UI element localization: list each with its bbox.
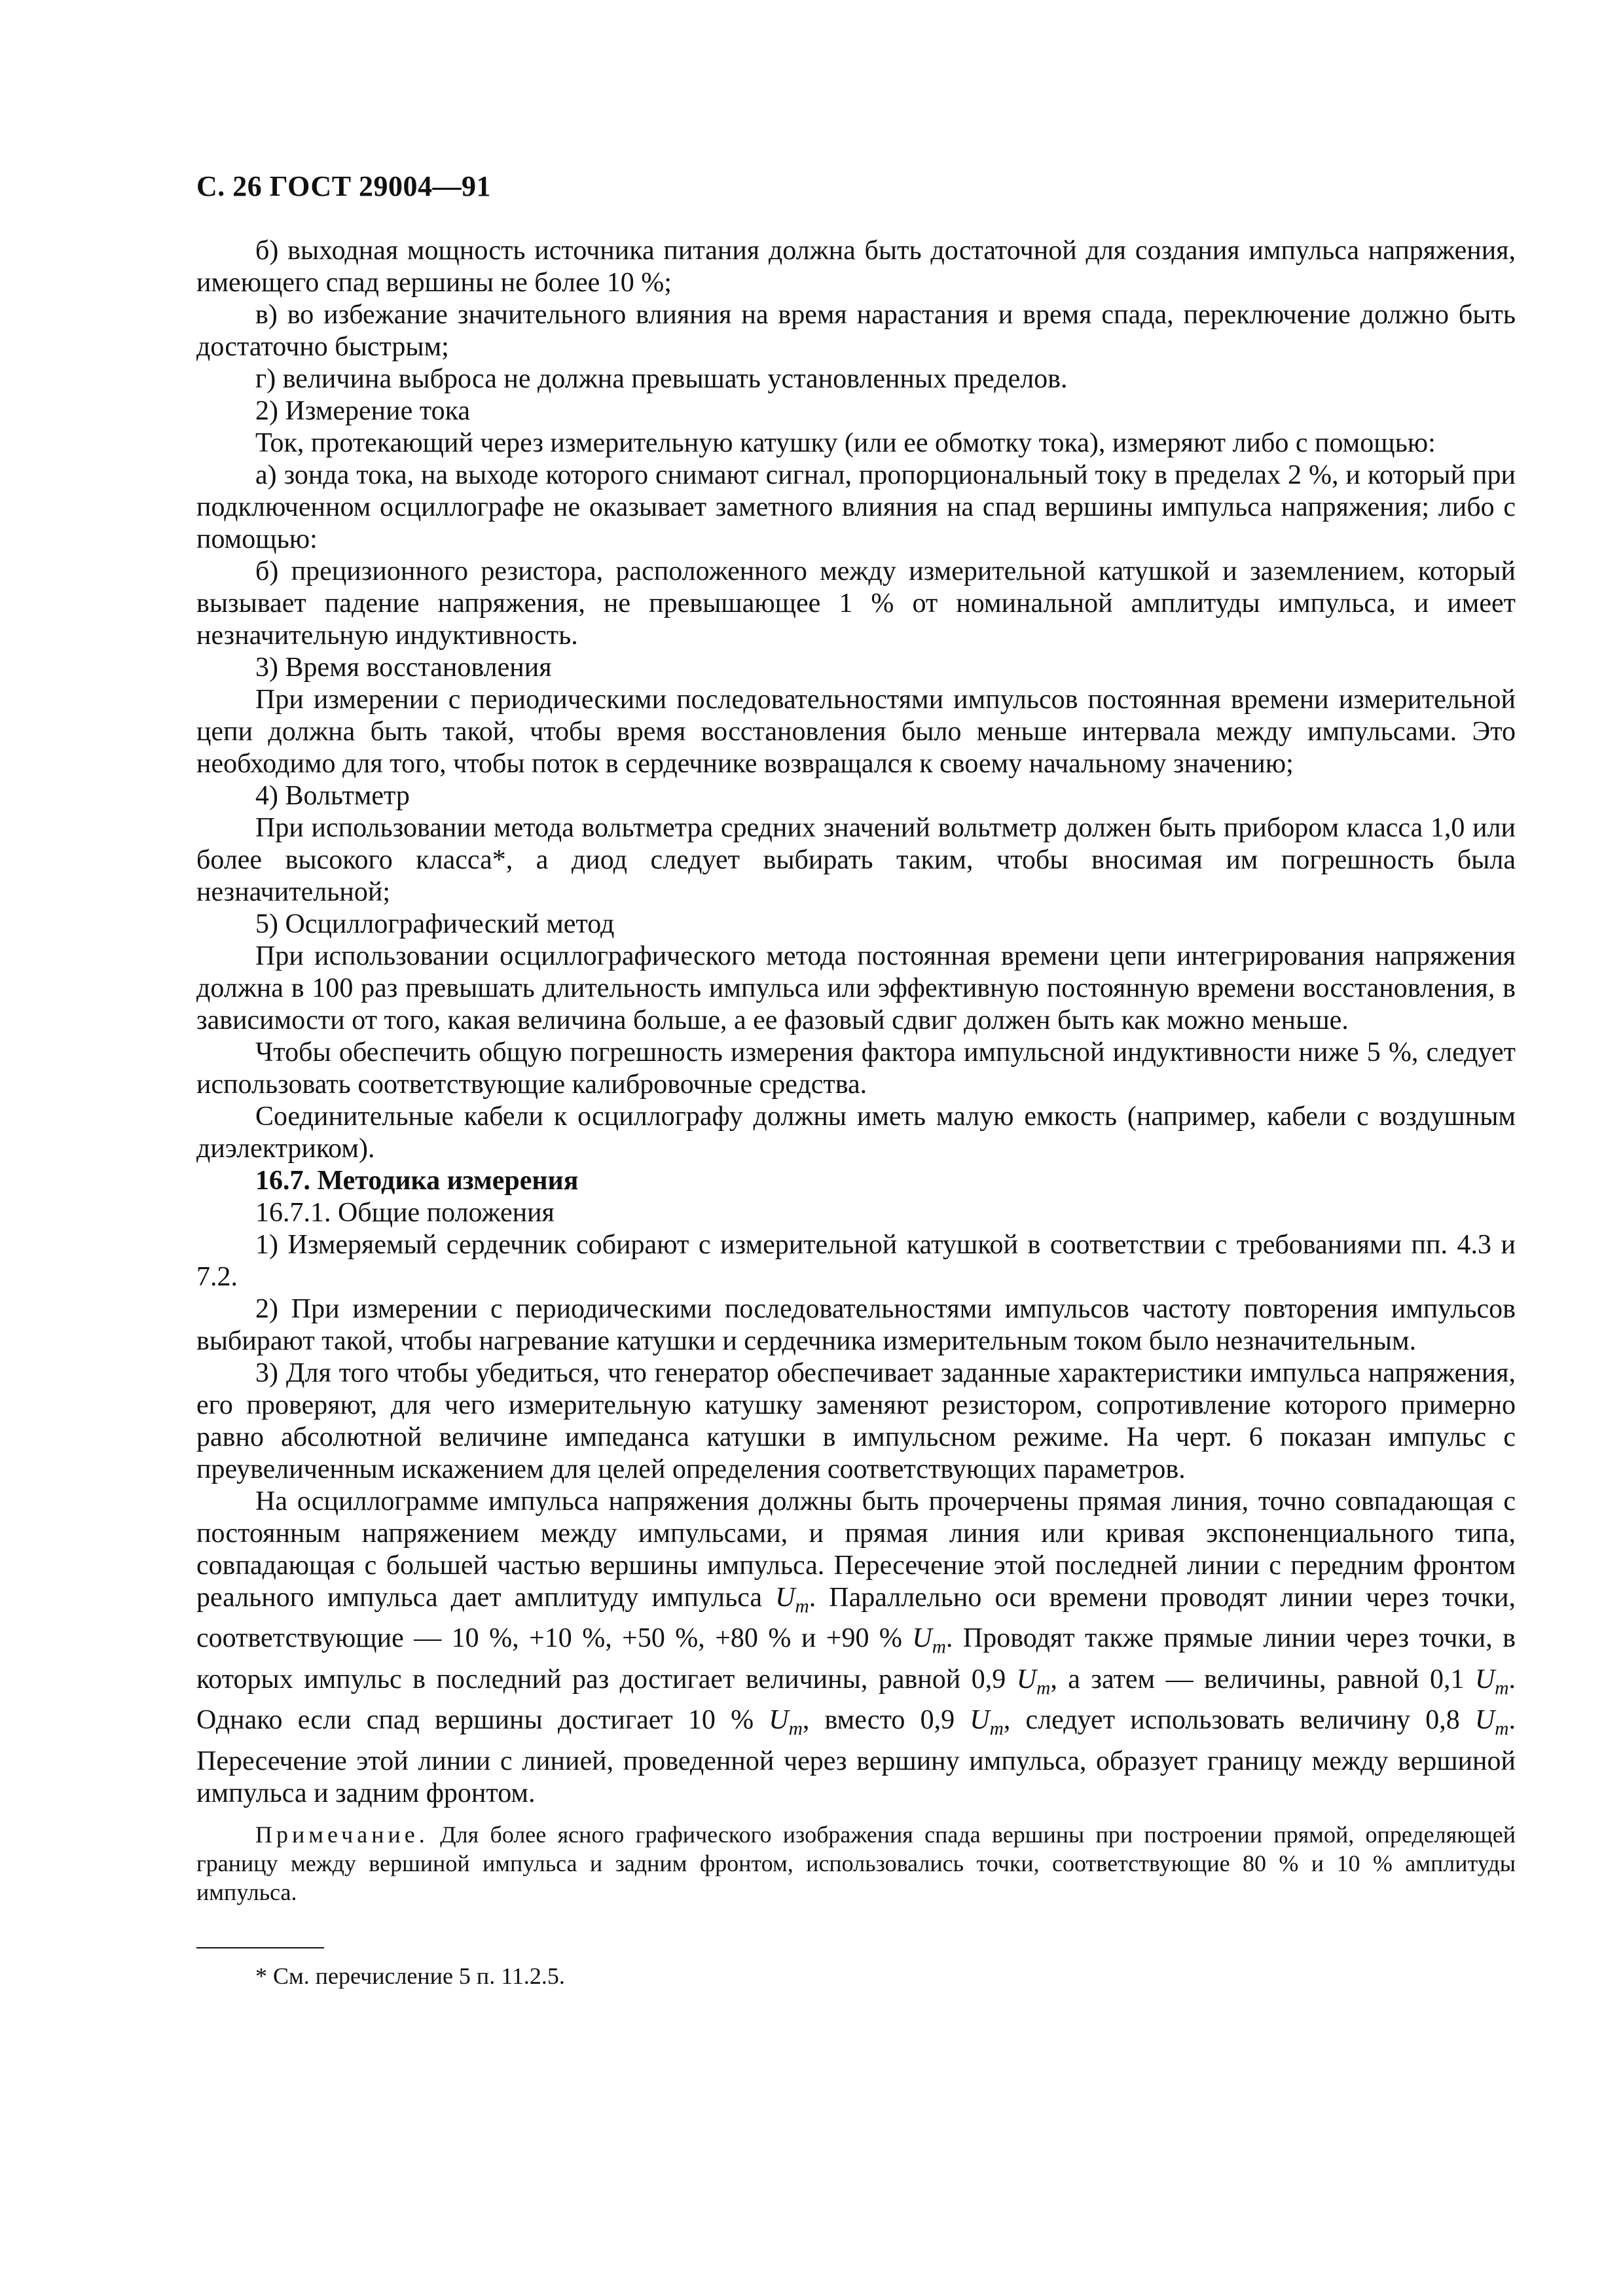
note — [196, 1820, 1516, 1907]
paragraph-pulse-amplitude — [196, 1486, 1516, 1810]
symbol-um: $U_m$ — [775, 1583, 809, 1617]
paragraph: При использовании осциллографического метода постоянная времени цепи интегрирования напряжения должна в 100 раз превышать длительность импульса или эффективную постоянную времени восстановления, в зависимости от того, какая величина больше, а ее фазовый сдвиг должен быть как можно меньше. — [196, 941, 1516, 1035]
paragraph: а) зонда тока, на выходе которого снимают сигнал, пропорциональный току в пределах 2 %, и который при подключенном осциллографе не оказывает заметного влияния на спад вершины импульса напряжения; либо с помощью: — [196, 460, 1516, 554]
subheading: 4) Вольтметр — [255, 781, 410, 811]
symbol-um: $U_m$ — [970, 1705, 1004, 1740]
paragraph: г) величина выброса не должна превышать установленных пределов. — [255, 364, 1068, 394]
footnote-divider — [196, 1947, 324, 1948]
text-run: . Пересечение этой линии с линией, проведенной через вершину импульса, образует границу между вершиной импульса и задним фронтом. — [196, 1705, 1516, 1808]
document-page — [196, 170, 1516, 1990]
subsection-heading: 16.7.1. Общие положения — [255, 1198, 555, 1228]
subheading: 2) Измерение тока — [255, 396, 470, 426]
text-run: , следует использовать величину 0,8 — [1003, 1705, 1475, 1736]
symbol-um: $U_m$ — [912, 1623, 946, 1658]
paragraph: Соединительные кабели к осциллографу должны иметь малую емкость (например, кабели с воздушным диэлектриком). — [196, 1102, 1516, 1164]
note-label: Примечание. — [255, 1821, 429, 1848]
paragraph: 1) Измеряемый сердечник собирают с измерительной катушкой в соответствии с требованиями пп. 4.3 и 7.2. — [196, 1230, 1516, 1292]
text-run: На осциллограмме импульса напряжения должны быть прочерчены прямая линия, точно совпадающая с постоянным напряжением между импульсами, и прямая линия или кривая экспоненциального типа, совпадающая с большей частью вершины импульса. Пересечение этой последней линии с передним фронтом реального импульса дает амплитуду импульса — [196, 1486, 1516, 1613]
symbol-um: $U_m$ — [1474, 1664, 1509, 1699]
paragraph: в) во избежание значительного влияния на время нарастания и время спада, переключение должно быть достаточно быстрым; — [196, 300, 1516, 362]
paragraph: 3) Для того чтобы убедиться, что генератор обеспечивает заданные характеристики импульса напряжения, его проверяют, для чего измерительную катушку заменяют резистором, сопротивление которого примерно равно абсолютной величине импеданса катушки в импульсном режиме. На черт. 6 показан импульс с преувеличенным искажением для целей определения соответствующих параметров. — [196, 1358, 1516, 1484]
footnote: * См. перечисление 5 п. 11.2.5. — [255, 1962, 565, 1989]
subheading: 3) Время восстановления — [255, 653, 552, 683]
symbol-um: $U_m$ — [1016, 1664, 1051, 1699]
symbol-um: $U_m$ — [769, 1705, 803, 1740]
paragraph: Чтобы обеспечить общую погрешность измерения фактора импульсной индуктивности ниже 5 %, следует использовать соответствующие калибровочные средства. — [196, 1037, 1516, 1100]
paragraph: б) выходная мощность источника питания должна быть достаточной для создания импульса напряжения, имеющего спад вершины не более 10 %; — [196, 236, 1516, 298]
text-run: . Однако если спад вершины достигает 10 % — [196, 1664, 1516, 1736]
paragraph: При измерении с периодическими последовательностями импульсов постоянная времени измерительной цепи должна быть такой, чтобы время восстановления было меньше интервала между импульсами. Это необходимо для того, чтобы поток в сердечнике возвращался к своему начальному значению; — [196, 685, 1516, 779]
note-text: Для более ясного графического изображения спада вершины при построении прямой, определяющей границу между вершиной импульса и задним фронтом, использовались точки, соответствующие 80 % и 10 % амплитуды импульса. — [196, 1821, 1516, 1905]
symbol-um: $U_m$ — [1474, 1705, 1509, 1740]
text-run: , а затем — величины, равной 0,1 — [1050, 1664, 1475, 1695]
text-run: . Параллельно оси времени проводят линии через точки, соответствующие — 10 %, +10 %, +50 %, +80 % и +90 % — [196, 1583, 1516, 1654]
paragraph: 2) При измерении с периодическими последовательностями импульсов частоту повторения импульсов выбирают такой, чтобы нагревание катушки и сердечника измерительным током было незначительным. — [196, 1294, 1516, 1356]
page-header: С. 26 ГОСТ 29004—91 — [196, 170, 492, 202]
paragraph: б) прецизионного резистора, расположенного между измерительной катушкой и заземлением, который вызывает падение напряжения, не превышающее 1 % от номинальной амплитуды импульса, и имеет незначительную индуктивность. — [196, 556, 1516, 651]
subheading: 5) Осциллографический метод — [255, 909, 615, 939]
text-run: , вместо 0,9 — [802, 1705, 970, 1736]
section-heading: 16.7. Методика измерения — [255, 1166, 579, 1196]
text-run: . Проводят также прямые линии через точки, в которых импульс в последний раз достигает величины, равной 0,9 — [196, 1623, 1516, 1695]
paragraph: Ток, протекающий через измерительную катушку (или ее обмотку тока), измеряют либо с помощью: — [255, 428, 1436, 458]
paragraph: При использовании метода вольтметра средних значений вольтметр должен быть прибором класса 1,0 или более высокого класса*, а диод следует выбирать таким, чтобы вносимая им погрешность была незначительной; — [196, 813, 1516, 907]
